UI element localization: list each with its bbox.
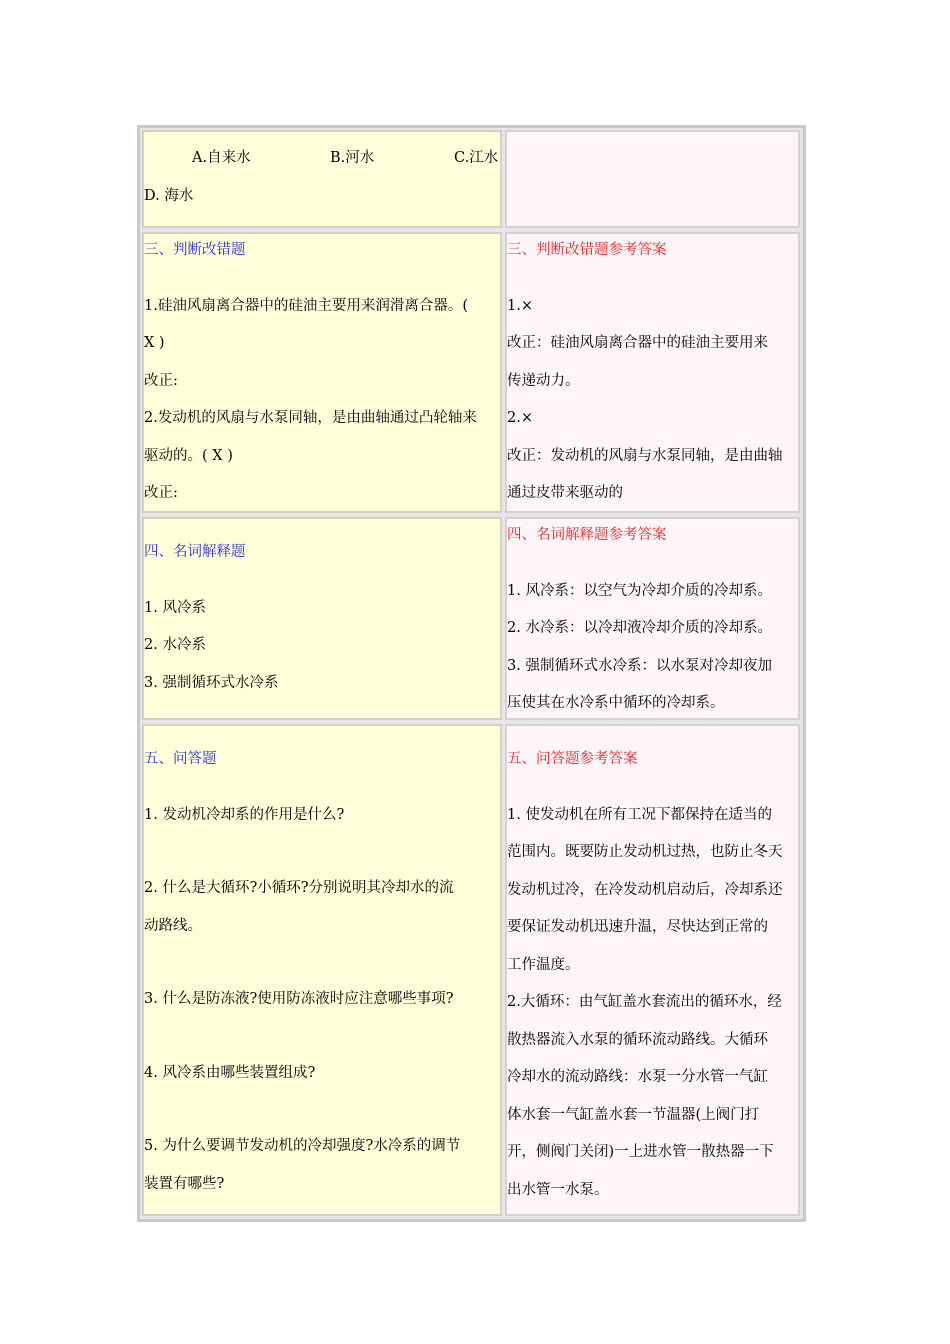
judgment-a1-fix-line2: 传递动力。	[507, 372, 580, 389]
qa-answer-line: 2.大循环：由气缸盖水套流出的循环水，经	[507, 994, 782, 1010]
row1-right-cell	[505, 130, 800, 228]
judgment-q1-line1: 1.硅油风扇离合器中的硅油主要用来润滑离合器。(	[144, 297, 468, 314]
judgment-q1-fix: 改正:	[144, 372, 178, 389]
row2-left-cell	[142, 232, 502, 513]
term-item: 2. 水冷系	[144, 637, 206, 653]
options-line	[144, 132, 500, 178]
judgment-q1-line2: X )	[144, 335, 165, 351]
section-heading-qa: 五、问答题	[144, 751, 217, 767]
qa-question-4: 4. 风冷系由哪些装置组成?	[144, 1064, 316, 1081]
term-answer-2: 2. 水冷系：以冷却液冷却介质的冷却系。	[507, 620, 772, 636]
qa-question-5-line2: 装置有哪些?	[144, 1175, 225, 1192]
judgment-a2-fix-line2: 通过皮带来驱动的	[507, 485, 623, 501]
judgment-a1: 1.×	[507, 297, 533, 314]
judgment-q2-fix: 改正:	[144, 485, 178, 501]
qa-answer-line: 1. 使发动机在所有工况下都保持在适当的	[507, 806, 772, 823]
row2-right-cell	[505, 232, 800, 513]
section-heading-judgment: 三、判断改错题	[144, 242, 246, 258]
row3-right-cell	[505, 517, 800, 720]
judgment-a2-fix-line1: 改正：发动机的风扇与水泵同轴，是由曲轴	[507, 447, 783, 464]
qa-answer-line: 要保证发动机迅速升温，尽快达到正常的	[507, 919, 768, 935]
option-b: B.河水	[330, 150, 375, 166]
qa-question-1: 1. 发动机冷却系的作用是什么?	[144, 806, 345, 823]
qa-answer-line: 冷却水的流动路线：水泵一分水管一气缸	[507, 1069, 768, 1085]
row1-left-cell	[142, 130, 502, 228]
qa-answer-line: 范围内。既要防止发动机过热，也防止冬天	[507, 844, 783, 860]
section-heading-terms: 四、名词解释题	[144, 544, 246, 560]
section-heading-qa-answers: 五、问答题参考答案	[507, 751, 638, 767]
qa-answer-line: 出水管一水泵。	[507, 1181, 609, 1198]
option-d: D. 海水	[144, 187, 194, 204]
qa-answer-line: 发动机过冷，在冷发动机启动后，冷却系还	[507, 881, 783, 898]
qa-question-5-line1: 5. 为什么要调节发动机的冷却强度?水冷系的调节	[144, 1138, 461, 1154]
section-heading-terms-answers: 四、名词解释题参考答案	[507, 527, 667, 543]
option-a: A.自来水	[192, 150, 251, 166]
section-heading-judgment-answers: 三、判断改错题参考答案	[507, 242, 667, 258]
row3-left-cell	[142, 517, 502, 720]
option-c: C.江水	[454, 150, 499, 166]
judgment-q2-line2: 驱动的。( X )	[144, 447, 233, 464]
qa-answer-line: 工作温度。	[507, 956, 580, 973]
qa-table	[137, 125, 806, 1222]
term-item: 3. 强制循环式水冷系	[144, 674, 279, 691]
qa-question-2-line1: 2. 什么是大循环?小循环?分别说明其冷却水的流	[144, 880, 454, 896]
qa-question-3: 3. 什么是防冻液?使用防冻液时应注意哪些事项?	[144, 991, 454, 1007]
judgment-a2: 2.×	[507, 410, 533, 426]
row4-left-cell	[142, 724, 502, 1216]
row4-right-cell	[505, 724, 800, 1216]
qa-answer-line: 开，侧阀门关闭)一上进水管一散热器一下	[507, 1144, 774, 1160]
qa-answer-line: 散热器流入水泵的循环流动路线。大循环	[507, 1031, 768, 1048]
term-item: 1. 风冷系	[144, 599, 206, 616]
judgment-q2-line1: 2.发动机的风扇与水泵同轴，是由曲轴通过凸轮轴来	[144, 410, 477, 426]
term-answer-3-line1: 3. 强制循环式水冷系：以水泵对冷却夜加	[507, 657, 772, 674]
judgment-a1-fix-line1: 改正：硅油风扇离合器中的硅油主要用来	[507, 335, 768, 351]
term-answer-3-line2: 压使其在水冷系中循环的冷却系。	[507, 695, 725, 711]
qa-answer-line: 体水套一气缸盖水套一节温器(上阀门打	[507, 1106, 760, 1123]
qa-question-2-line2: 动路线。	[144, 917, 202, 934]
term-answer-1: 1. 风冷系：以空气为冷却介质的冷却系。	[507, 582, 772, 599]
